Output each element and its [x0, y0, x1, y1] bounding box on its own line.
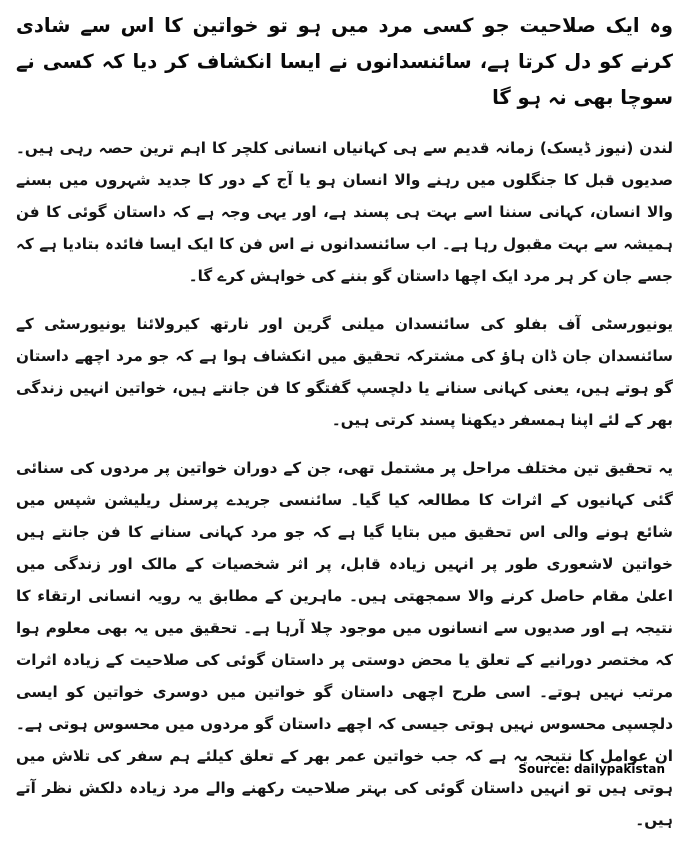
- article-paragraph-findings: یہ تحقیق تین مختلف مراحل پر مشتمل تھی، جن کے دوران خواتین پر مردوں کی سنائی گئی کہانیوں کے اثرات کا مطالعہ کیا گیا۔ سائنسی جریدے پرسنل ریلیشن شپس میں شائع ہونے والی اس تحقیق میں بتایا گیا ہے کہ جو مرد کہانی سنانے کا فن جانتے ہیں خواتین لاشعوری طور پر انہیں زیادہ قابل، پر اثر شخصیات کے مالک اور زندگی میں اعلیٰ مقام حاصل کرنے والا سمجھتی ہیں۔ ماہرین کے مطابق یہ رویہ انسانی ارتقاء کا نتیجہ ہے اور صدیوں سے انسانوں میں موجود چلا آرہا ہے۔ تحقیق میں یہ بھی معلوم ہوا کہ مختصر دورانیے کے تعلق یا محض دوستی پر داستان گوئی کی صلاحیت کے زیادہ اثرات مرتب نہیں ہوتے۔ اسی طرح اچھی داستان گو خواتین میں دوسری خواتین کو ایسی دلچسپی محسوس نہیں ہوتی جیسی کہ اچھے داستان گو مردوں میں محسوس ہوتی ہے۔ ان عوامل کا نتیجہ یہ ہے کہ جب خواتین عمر بھر کے تعلق کیلئے ہم سفر کی تلاش میں ہوتی ہیں تو انہیں داستان گوئی کی بہتر صلاحیت رکھنے والے مرد زیادہ دلکش نظر آتے ہیں۔: [16, 459, 673, 829]
- article-body: [16, 8, 673, 852]
- article-paragraph-study: یونیورسٹی آف بفلو کی سائنسدان میلنی گرین اور نارتھ کیرولائنا یونیورسٹی کے سائنسدان جان ڈان ہاؤ کی مشترکہ تحقیق میں انکشاف ہوا ہے کہ جو مرد اچھے داستان گو ہوتے ہیں، یعنی کہانی سنانے یا دلچسپ گفتگو کا فن جانتے ہیں، خواتین انہیں زندگی بھر کے لئے اپنا ہمسفر دیکھنا پسند کرتی ہیں۔: [16, 315, 673, 429]
- article-headline: وہ ایک صلاحیت جو کسی مرد میں ہو تو خواتین کا اس سے شادی کرنے کو دل کرتا ہے، سائنسدانوں نے ایسا انکشاف کر دیا کہ کسی نے سوچا بھی نہ ہو گا: [16, 14, 673, 109]
- article-paragraph-intro: لندن (نیوز ڈیسک) زمانہ قدیم سے ہی کہانیاں انسانی کلچر کا اہم ترین حصہ رہی ہیں۔ صدیوں قبل کا جنگلوں میں رہنے والا انسان ہو یا آج کے دور کا جدید شہروں میں بسنے والا انسان، کہانی سننا اسے بہت ہی پسند ہے، اور یہی وجہ ہے کہ داستان گوئی کا فن ہمیشہ سے بہت مقبول رہا ہے۔ اب سائنسدانوں نے اس فن کا ایک ایسا فائدہ بتادیا ہے کہ جسے جان کر ہر مرد ایک اچھا داستان گو بننے کی خواہش کرے گا۔: [16, 139, 673, 285]
- source-credit: Source: dailypakistan: [518, 762, 665, 776]
